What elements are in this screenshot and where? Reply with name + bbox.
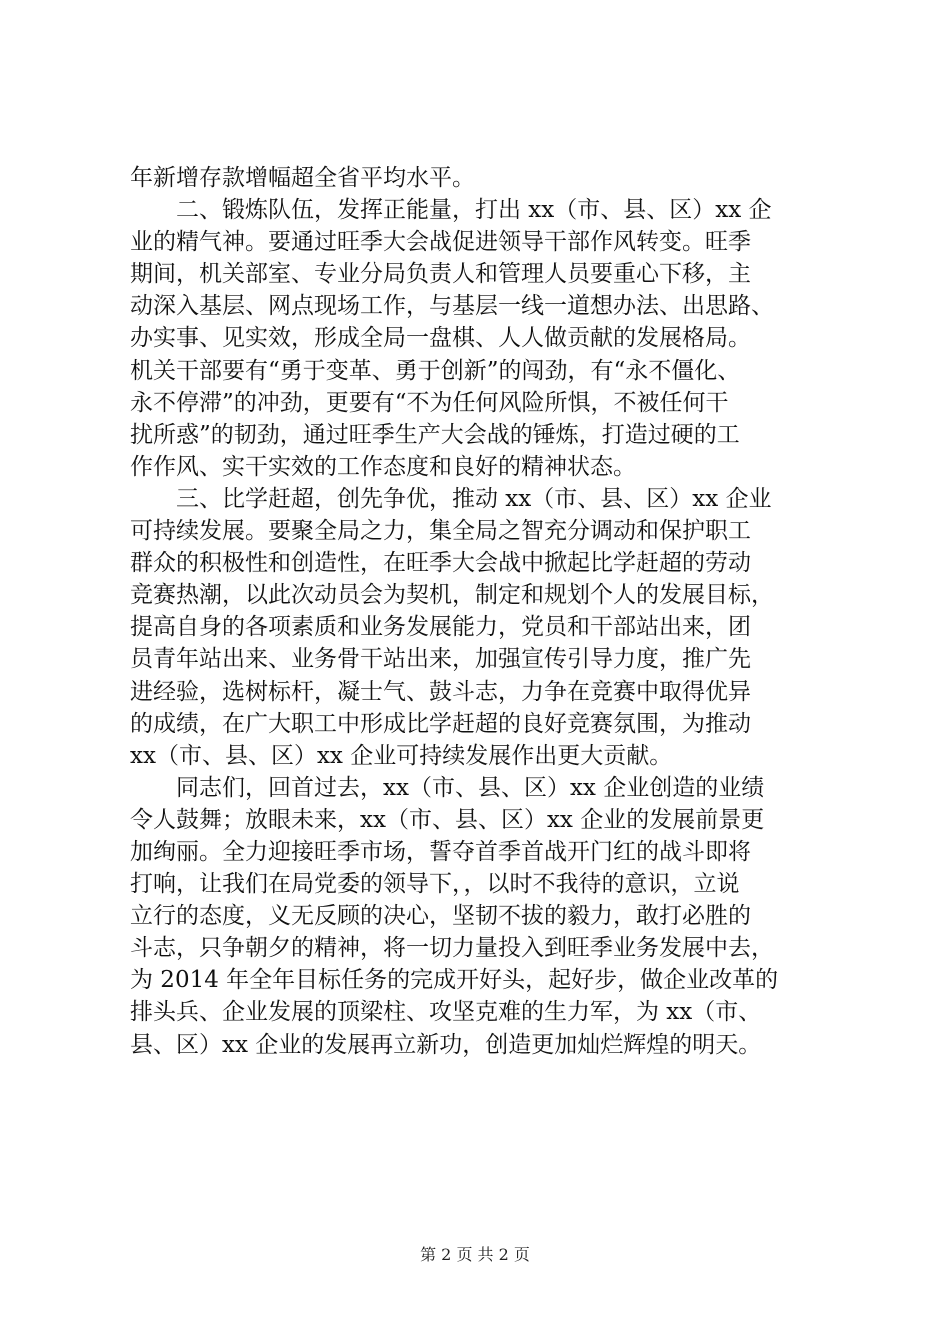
text-line: 群众的积极性和创造性，在旺季大会战中掀起比学赶超的劳动 (130, 550, 751, 577)
text-line: 年新增存款增幅超全省平均水平。 (130, 165, 475, 191)
text-line: 竞赛热潮，以此次动员会为契机，制定和规划个人的发展目标， (130, 582, 774, 609)
text-line: 办实事、见实效，形成全局一盘棋、人人做贡献的发展格局。 (130, 325, 751, 352)
text-line: 三、比学赶超，创先争优，推动 xx（市、县、区）xx 企业 (176, 485, 772, 512)
text-line: 业的精气神。要通过旺季大会战促进领导干部作风转变。旺季 (130, 229, 751, 256)
text-line: 为 2014 年全年目标任务的完成开好头，起好步，做企业改革的 (130, 967, 779, 994)
text-line: 永不停滞”的冲劲，更要有“不为任何风险所惧，不被任何干 (130, 389, 729, 416)
document-body (130, 162, 830, 1061)
paragraph (130, 162, 830, 194)
text-line: 立行的态度，义无反顾的决心，坚韧不拔的毅力，敢打必胜的 (130, 903, 751, 930)
text-line: 进经验，选树标杆，凝士气、鼓斗志，力争在竞赛中取得优异 (130, 678, 751, 705)
page-footer (0, 1245, 950, 1265)
paragraph (130, 483, 830, 772)
text-line: 机关干部要有“勇于变革、勇于创新”的闯劲，有“永不僵化、 (130, 357, 741, 384)
text-line: xx（市、县、区）xx 企业可持续发展作出更大贡献。 (130, 742, 673, 769)
text-line: 二、锻炼队伍，发挥正能量，打出 xx（市、县、区）xx 企 (176, 197, 772, 224)
page-number-label: 第 2 页 共 2 页 (420, 1245, 530, 1264)
paragraph (130, 194, 830, 483)
text-line: 令人鼓舞；放眼未来，xx（市、县、区）xx 企业的发展前景更 (130, 806, 765, 833)
text-line: 可持续发展。要聚全局之力，集全局之智充分调动和保护职工 (130, 518, 751, 545)
text-line: 打响，让我们在局党委的领导下，，以时不我待的意识，立说 (130, 871, 740, 898)
text-line: 排头兵、企业发展的顶梁柱、攻坚克难的生力军，为 xx（市、 (130, 999, 762, 1026)
text-line: 斗志，只争朝夕的精神，将一切力量投入到旺季业务发展中去， (130, 935, 774, 962)
text-line: 扰所惑”的韧劲，通过旺季生产大会战的锤炼，打造过硬的工 (130, 421, 740, 448)
text-line: 员青年站出来、业务骨干站出来，加强宣传引导力度，推广先 (130, 646, 751, 673)
text-line: 的成绩，在广大职工中形成比学赶超的良好竞赛氛围，为推动 (130, 710, 751, 737)
text-line: 作作风、实干实效的工作态度和良好的精神状态。 (130, 453, 636, 480)
text-line: 县、区）xx 企业的发展再立新功，创造更加灿烂辉煌的明天。 (130, 1031, 762, 1058)
text-line: 同志们，回首过去，xx（市、县、区）xx 企业创造的业绩 (176, 774, 765, 801)
text-line: 加绚丽。全力迎接旺季市场，誓夺首季首战开门红的战斗即将 (130, 838, 751, 865)
text-line: 提高自身的各项素质和业务发展能力，党员和干部站出来，团 (130, 614, 751, 641)
paragraph (130, 772, 830, 1061)
text-line: 动深入基层、网点现场工作，与基层一线一道想办法、出思路、 (130, 293, 774, 320)
text-line: 期间，机关部室、专业分局负责人和管理人员要重心下移，主 (130, 261, 751, 288)
